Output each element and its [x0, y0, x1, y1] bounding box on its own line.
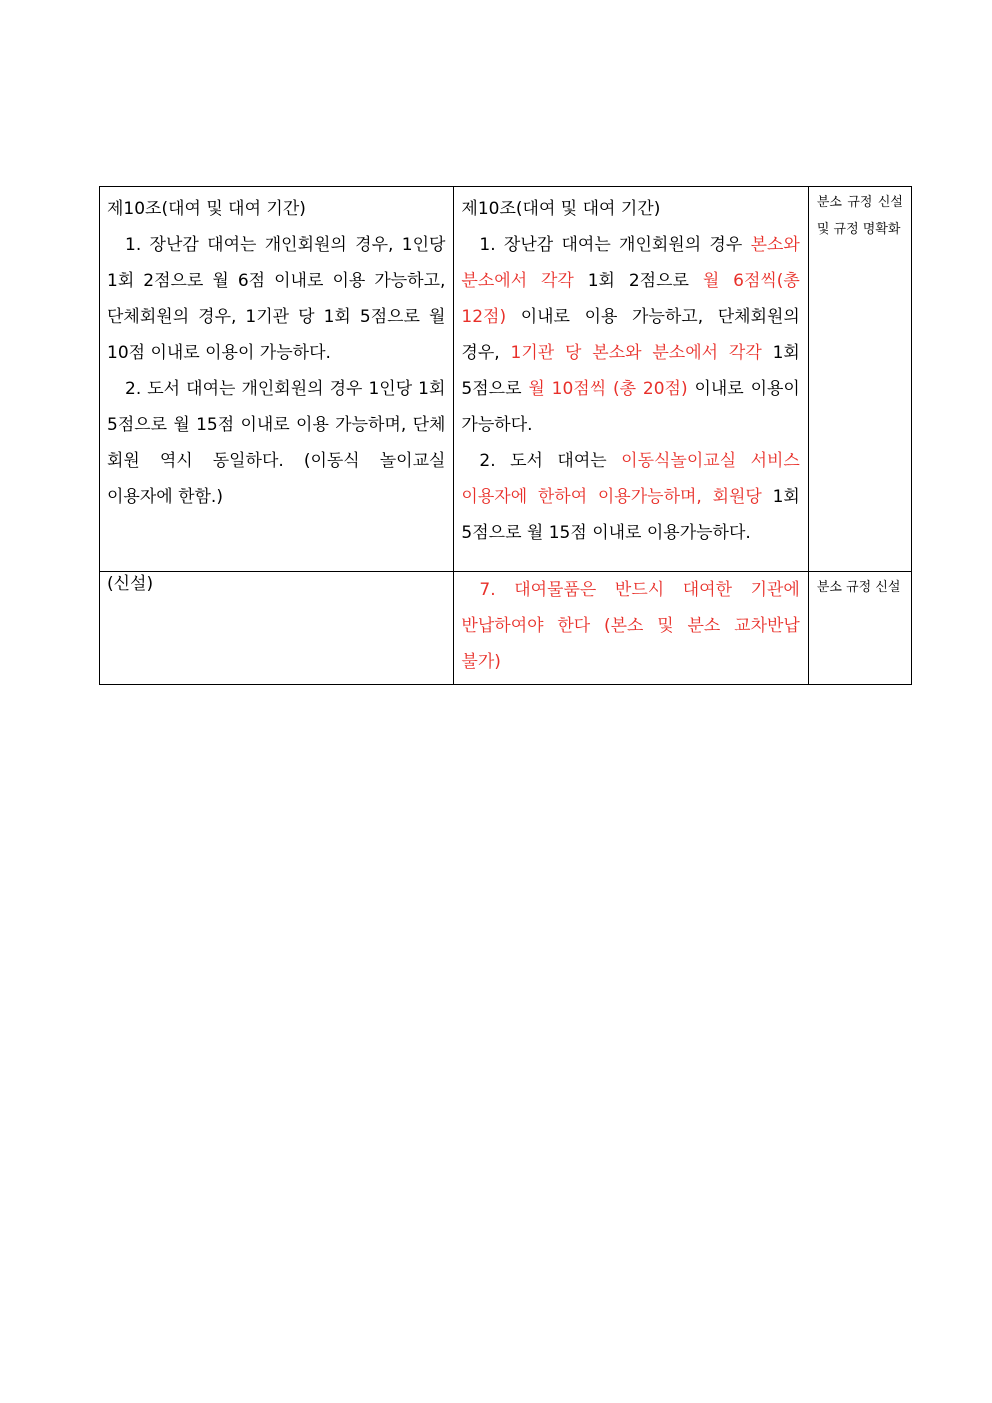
- revised-text: 7. 대여물품은 반드시 대여한 기관에 반납하여야 한다 (본소 및 분소 교차반납 불가): [461, 580, 800, 672]
- new-clause-label: (신설): [107, 574, 154, 594]
- old-provision-cell: [100, 187, 454, 572]
- provision-text: 2. 도서 대여는: [479, 451, 622, 471]
- note-text: 분소 규정 신설: [816, 580, 901, 595]
- amendment-comparison-table: [99, 186, 912, 685]
- table-row: [100, 572, 912, 685]
- note-cell: [808, 187, 911, 572]
- provision-item: [461, 443, 799, 551]
- revised-text: 본소와 분소에서 각각: [461, 235, 800, 291]
- table-row: [100, 187, 912, 572]
- revised-text: 월 6점씩(총 12점): [461, 271, 800, 327]
- revised-text: 이동식놀이교실 서비스 이용자에 한하여 이용가능하며, 회원당: [461, 451, 800, 507]
- provision-text: 1회 5점으로 월 15점 이내로 이용가능하다.: [461, 487, 800, 543]
- revised-text: 월 10점씩 (총 20점): [528, 379, 688, 399]
- provision-text: 이내로 이용 가능하고, 단체회원의 경우,: [461, 307, 800, 363]
- provision-text: 이내로 이용이 가능하다.: [461, 379, 800, 435]
- revised-text: 1기관 당 본소와 분소에서 각각: [510, 343, 762, 363]
- new-provision-cell: [454, 187, 808, 572]
- provision-text: 1회 2점으로: [573, 271, 703, 291]
- old-provision-cell: [100, 572, 454, 685]
- provision-text: 1회 5점으로: [461, 343, 800, 399]
- provision-text: 1. 장난감 대여는 개인회원의 경우: [479, 235, 751, 255]
- note-cell: [808, 572, 911, 685]
- note-text: 분소 규정 신설 및 규정 명확화: [816, 195, 903, 237]
- provision-item: 1. 장난감 대여는 개인회원의 경우, 1인당 1회 2점으로 월 6점 이내로 이용 가능하고, 단체회원의 경우, 1기관 당 1회 5점으로 월 10점 이내로 이용이 가능하다.: [107, 235, 446, 363]
- provision-item: 2. 도서 대여는 개인회원의 경우 1인당 1회 5점으로 월 15점 이내로 이용 가능하며, 단체 회원 역시 동일하다. (이동식 놀이교실 이용자에 한함.): [107, 379, 446, 507]
- article-title: 제10조(대여 및 대여 기간): [461, 199, 661, 219]
- new-provision-cell: [454, 572, 808, 685]
- article-title: 제10조(대여 및 대여 기간): [107, 199, 306, 219]
- provision-item: [461, 227, 799, 443]
